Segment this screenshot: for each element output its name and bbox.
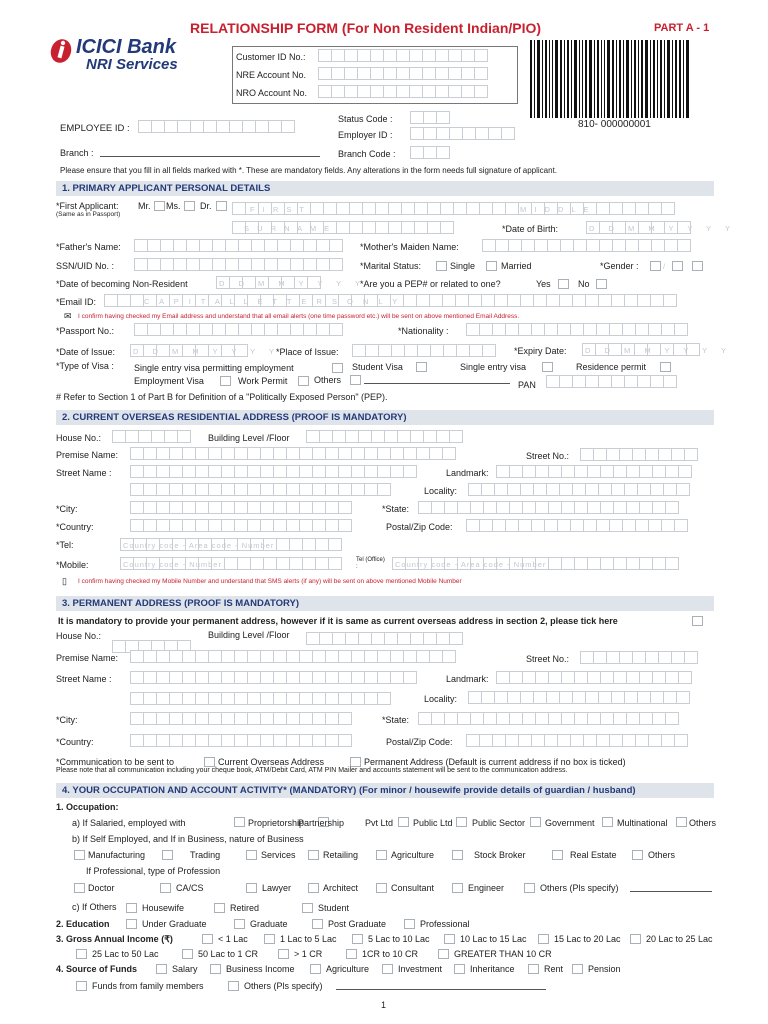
same-as-passport-note: (Same as in Passport)	[56, 211, 121, 218]
first-applicant-label: *First Applicant:	[56, 201, 119, 211]
s3-same-address-checkbox[interactable]	[692, 616, 703, 626]
inc-20to25-checkbox[interactable]	[630, 934, 641, 944]
inc-25to50-checkbox[interactable]	[76, 949, 87, 959]
s2-building-field[interactable]	[306, 430, 462, 443]
biz-trading-label: Trading	[190, 850, 221, 860]
s2-street-name-field-2[interactable]	[130, 483, 390, 496]
fund-pension-label: Pension	[588, 964, 621, 974]
inc-15to20-checkbox[interactable]	[538, 934, 549, 944]
biz-agriculture-label: Agriculture	[391, 850, 435, 860]
pep-no-label: No	[578, 279, 590, 289]
s2-country-label: *Country:	[56, 522, 94, 532]
s2-city-field[interactable]	[130, 501, 351, 514]
biz-realestate-label: Real Estate	[570, 850, 617, 860]
prof-cacs-checkbox[interactable]	[160, 883, 171, 893]
other-retired-checkbox[interactable]	[214, 903, 225, 913]
mobile-confirm-note: I confirm having checked my Mobile Number and understand that SMS alerts (if any) will be sent on above mentioned Mobile Number	[78, 578, 462, 585]
s2-landmark-field[interactable]	[496, 465, 691, 478]
biz-realestate-checkbox[interactable]	[552, 850, 563, 860]
marital-single-label: Single	[450, 261, 476, 271]
s2-locality-label: Locality:	[424, 486, 458, 496]
email-label: *Email ID:	[56, 297, 97, 307]
prof-architect-checkbox[interactable]	[308, 883, 319, 893]
inc-gt1cr-checkbox[interactable]	[278, 949, 289, 959]
title-dr-label: Dr.	[200, 201, 212, 211]
inc-1to10cr-label: 1CR to 10 CR	[362, 949, 419, 959]
expiry-hint: D D M M Y Y Y Y	[585, 346, 732, 355]
visa-residence-checkbox[interactable]	[660, 362, 671, 372]
marital-single-checkbox[interactable]	[436, 261, 447, 271]
visa-others-label: Others	[314, 375, 342, 385]
branch-code-field[interactable]	[410, 146, 449, 159]
s3-landmark-label: Landmark:	[446, 674, 489, 684]
s3-comm-note: Please note that all communication including your cheque book, ATM/Debit Card, ATM PIN Mailer and accounts statement will be sent to the communication address.	[56, 767, 568, 774]
section-3-header	[56, 596, 714, 611]
fund-inheritance-checkbox[interactable]	[454, 964, 465, 974]
inc-15to20-label: 15 Lac to 20 Lac	[554, 934, 621, 944]
pep-no-checkbox[interactable]	[596, 279, 607, 289]
s2-tel-office-label: Tel (Office) :	[356, 557, 385, 570]
s2-postal-label: Postal/Zip Code:	[386, 522, 453, 532]
s3-comm-permanent-checkbox[interactable]	[350, 757, 361, 767]
s2-premise-label: Premise Name:	[56, 450, 119, 460]
edu-undergrad-label: Under Graduate	[142, 919, 207, 929]
s3-city-field[interactable]	[130, 712, 351, 725]
fund-others-field[interactable]	[336, 989, 546, 990]
marital-status-label: *Marital Status:	[360, 261, 422, 271]
prof-lawyer-label: Lawyer	[262, 883, 292, 893]
visa-type-label: *Type of Visa :	[56, 361, 114, 371]
s3-house-label: House No.:	[56, 631, 102, 641]
visa-residence-label: Residence permit	[576, 362, 647, 372]
s2-mobile-hint: Country code - Number	[123, 560, 222, 569]
sal-government-checkbox[interactable]	[602, 817, 613, 827]
part-label: PART A - 1	[654, 22, 710, 34]
s3-building-field[interactable]	[306, 632, 462, 645]
s2-premise-field[interactable]	[130, 447, 455, 460]
date-non-resident-label: *Date of becoming Non-Resident	[56, 279, 188, 289]
s2-tel-hint: Country code - Area code - Number	[123, 541, 275, 550]
expiry-label: *Expiry Date:	[514, 346, 567, 356]
email-confirm-note: I confirm having checked my Email address and understand that all email alerts (one time password etc.) will be sent on above mentioned Email Address.	[78, 313, 520, 320]
inc-gt10cr-label: GREATER THAN 10 CR	[454, 949, 552, 959]
edu-postgrad-label: Post Graduate	[328, 919, 387, 929]
s2-house-label: House No.:	[56, 433, 102, 443]
biz-agriculture-checkbox[interactable]	[376, 850, 387, 860]
s3-locality-label: Locality:	[424, 694, 458, 704]
sal-pvtltd-checkbox[interactable]	[398, 817, 409, 827]
biz-others-label: Others	[648, 850, 676, 860]
ssn-field[interactable]	[134, 258, 342, 271]
fund-salary-checkbox[interactable]	[156, 964, 167, 974]
s2-postal-field[interactable]	[466, 519, 687, 532]
prof-architect-label: Architect	[323, 883, 359, 893]
s2-tel-label: *Tel:	[56, 540, 74, 550]
prof-others-label: Others (Pls specify)	[540, 883, 619, 893]
fund-rent-label: Rent	[544, 964, 564, 974]
income-label: 3. Gross Annual Income (₹)	[56, 934, 173, 944]
s3-landmark-field[interactable]	[496, 671, 691, 684]
visa-student-checkbox[interactable]	[416, 362, 427, 372]
fund-salary-label: Salary	[172, 964, 198, 974]
title-mr-label: Mr.	[138, 201, 151, 211]
sal-government-label: Government	[545, 818, 595, 828]
s2-building-label: Building Level /Floor	[208, 433, 290, 443]
prof-engineer-checkbox[interactable]	[452, 883, 463, 893]
s3-locality-field[interactable]	[468, 691, 689, 704]
sal-partnership-label: Partnership	[298, 818, 345, 828]
gender-m-checkbox[interactable]	[650, 261, 661, 271]
father-name-label: *Father's Name:	[56, 242, 121, 252]
fund-rent-checkbox[interactable]	[528, 964, 539, 974]
nationality-label: *Nationality :	[398, 326, 449, 336]
s3-country-field[interactable]	[130, 734, 351, 747]
s3-state-field[interactable]	[418, 712, 678, 725]
s2-landmark-label: Landmark:	[446, 468, 489, 478]
s2-state-field[interactable]	[418, 501, 678, 514]
s3-building-label: Building Level /Floor	[208, 630, 290, 640]
fund-investment-checkbox[interactable]	[382, 964, 393, 974]
nre-account-field[interactable]	[318, 67, 487, 80]
sal-publicltd-checkbox[interactable]	[456, 817, 467, 827]
biz-manufacturing-checkbox[interactable]	[74, 850, 85, 860]
form-title: RELATIONSHIP FORM (For Non Resident Indian/PIO)	[190, 20, 542, 36]
gender-f-checkbox[interactable]	[672, 261, 683, 271]
sal-multinational-checkbox[interactable]	[676, 817, 687, 827]
marital-married-checkbox[interactable]	[486, 261, 497, 271]
visa-work-checkbox[interactable]	[298, 376, 309, 386]
edu-postgrad-checkbox[interactable]	[312, 919, 323, 929]
edu-graduate-checkbox[interactable]	[234, 919, 245, 929]
envelope-icon: ✉	[64, 311, 72, 321]
sal-multinational-label: Multinational	[617, 818, 668, 828]
visa-single-permit-label: Single entry visa permitting employment	[134, 363, 294, 373]
page-number: 1	[381, 1000, 387, 1010]
s3-state-label: *State:	[382, 715, 410, 725]
surname-hint: S U R N A M E	[244, 224, 333, 233]
dob-hint: D D M M Y Y Y Y	[589, 224, 736, 233]
self-employed-label: b) If Self Employed, and If in Business, nature of Business	[72, 834, 304, 844]
s2-street-no-label: Street No.:	[526, 451, 570, 461]
nationality-field[interactable]	[466, 323, 687, 336]
prof-cacs-label: CA/CS	[176, 883, 204, 893]
professional-label: If Professional, type of Profession	[86, 866, 221, 876]
s3-street-no-label: Street No.:	[526, 654, 570, 664]
other-housewife-checkbox[interactable]	[126, 903, 137, 913]
gender-separator: /	[663, 262, 666, 271]
visa-employment-checkbox[interactable]	[220, 376, 231, 386]
sal-publicltd-label: Public Ltd	[413, 818, 453, 828]
prof-consultant-checkbox[interactable]	[376, 883, 387, 893]
fund-agriculture-label: Agriculture	[326, 964, 370, 974]
fund-inheritance-label: Inheritance	[470, 964, 515, 974]
inc-25to50-label: 25 Lac to 50 Lac	[92, 949, 159, 959]
inc-50to1cr-label: 50 Lac to 1 CR	[198, 949, 259, 959]
s3-street-no-field[interactable]	[580, 651, 697, 664]
prof-lawyer-checkbox[interactable]	[246, 883, 257, 893]
marital-married-label: Married	[501, 261, 532, 271]
fund-business-label: Business Income	[226, 964, 295, 974]
other-student-label: Student	[318, 903, 350, 913]
visa-employment-label: Employment Visa	[134, 376, 204, 386]
mandatory-notice: Please ensure that you fill in all fields marked with *. These are mandatory fields. Any alterations in the form needs full signature of applicant.	[60, 166, 558, 175]
sal-others-label: Others	[689, 818, 717, 828]
fund-family-label: Funds from family members	[92, 981, 204, 991]
mobile-phone-icon: ▯	[62, 576, 67, 586]
brand-main: ICICI Bank	[76, 36, 177, 58]
status-code-label: Status Code :	[338, 114, 393, 124]
pan-field[interactable]	[546, 375, 676, 388]
prof-doctor-label: Doctor	[88, 883, 115, 893]
s3-street-name-field[interactable]	[130, 671, 416, 684]
edu-undergrad-checkbox[interactable]	[126, 919, 137, 929]
edu-graduate-label: Graduate	[250, 919, 288, 929]
fund-agriculture-checkbox[interactable]	[310, 964, 321, 974]
s3-postal-label: Postal/Zip Code:	[386, 737, 453, 747]
s2-country-field[interactable]	[130, 519, 351, 532]
inc-50to1cr-checkbox[interactable]	[182, 949, 193, 959]
place-issue-field[interactable]	[352, 344, 495, 357]
visa-others-field[interactable]	[364, 383, 510, 384]
s3-street-name-label: Street Name :	[56, 674, 112, 684]
brand-sub: NRI Services	[86, 56, 178, 73]
sal-publicsector-checkbox[interactable]	[530, 817, 541, 827]
s2-mobile-label: *Mobile:	[56, 560, 89, 570]
employee-id-field[interactable]	[138, 120, 294, 133]
status-code-field[interactable]	[410, 111, 449, 124]
visa-work-label: Work Permit	[238, 376, 288, 386]
prof-doctor-checkbox[interactable]	[74, 883, 85, 893]
if-others-label: c) If Others	[72, 902, 117, 912]
employer-id-label: Employer ID :	[338, 130, 393, 140]
inc-gt1cr-label: > 1 CR	[294, 949, 323, 959]
s3-premise-field[interactable]	[130, 650, 455, 663]
place-issue-label: *Place of Issue:	[276, 347, 339, 357]
fund-pension-checkbox[interactable]	[572, 964, 583, 974]
title-ms-checkbox[interactable]	[184, 201, 195, 211]
other-retired-label: Retired	[230, 903, 260, 913]
sal-pvtltd-label: Pvt Ltd	[365, 818, 394, 828]
s2-street-name-field[interactable]	[130, 465, 416, 478]
s2-tel-office-hint: Country code - Area code - Number	[395, 560, 547, 569]
s2-city-label: *City:	[56, 504, 78, 514]
title-mr-checkbox[interactable]	[154, 201, 165, 211]
s3-comm-current-label: Current Overseas Address	[218, 757, 325, 767]
pep-yes-checkbox[interactable]	[558, 279, 569, 289]
s3-comm-permanent-label: Permanent Address (Default is current address if no box is ticked)	[364, 757, 626, 767]
inc-10to15-checkbox[interactable]	[444, 934, 455, 944]
s3-comm-current-checkbox[interactable]	[204, 757, 215, 767]
inc-gt10cr-checkbox[interactable]	[438, 949, 449, 959]
mother-name-field[interactable]	[482, 239, 690, 252]
sal-publicsector-label: Public Sector	[472, 818, 526, 828]
section-2-header	[56, 410, 714, 425]
nro-account-label: NRO Account No.	[236, 88, 308, 98]
customer-id-field[interactable]	[318, 49, 487, 62]
other-housewife-label: Housewife	[142, 903, 185, 913]
icici-logo-icon	[48, 36, 74, 64]
section-4-title: 4. YOUR OCCUPATION AND ACCOUNT ACTIVITY* (MANDATORY) (For minor / housewife provide details of guardian / husband)	[62, 785, 636, 796]
date-non-resident-hint: D D M M Y Y Y Y	[219, 279, 366, 288]
section-3-title: 3. PERMANENT ADDRESS (PROOF IS MANDATORY)	[62, 598, 299, 609]
sal-proprietorship-checkbox[interactable]	[234, 817, 245, 827]
s2-state-label: *State:	[382, 504, 410, 514]
gender-t-checkbox[interactable]	[692, 261, 703, 271]
inc-10to15-label: 10 Lac to 15 Lac	[460, 934, 527, 944]
pep-yes-label: Yes	[536, 279, 551, 289]
mother-name-label: *Mother's Maiden Name:	[360, 242, 459, 252]
middle-name-hint: M I D D L E	[520, 205, 592, 214]
title-dr-checkbox[interactable]	[216, 201, 227, 211]
biz-stockbroker-label: Stock Broker	[474, 850, 526, 860]
edu-professional-checkbox[interactable]	[404, 919, 415, 929]
s2-street-no-field[interactable]	[580, 448, 697, 461]
section-2-title: 2. CURRENT OVERSEAS RESIDENTIAL ADDRESS (PROOF IS MANDATORY)	[62, 412, 407, 423]
nre-account-label: NRE Account No.	[236, 70, 307, 80]
inc-1to5-label: 1 Lac to 5 Lac	[280, 934, 337, 944]
s3-mandatory-note: It is mandatory to provide your permanent address, however if it is same as current overseas address in section 2, please tick here	[58, 616, 618, 626]
first-name-hint: F I R S T	[250, 205, 307, 214]
customer-id-label: Customer ID No.:	[236, 52, 306, 62]
section-1-header	[56, 181, 714, 196]
visa-single-permit-checkbox[interactable]	[332, 363, 343, 373]
fund-family-checkbox[interactable]	[76, 981, 87, 991]
branch-label: Branch :	[60, 148, 94, 158]
nro-account-field[interactable]	[318, 85, 487, 98]
section-4-header	[56, 783, 714, 798]
visa-others-checkbox[interactable]	[350, 375, 361, 385]
s3-postal-field[interactable]	[466, 734, 687, 747]
s3-premise-label: Premise Name:	[56, 653, 119, 663]
barcode-icon	[530, 40, 715, 118]
inc-1to10cr-checkbox[interactable]	[346, 949, 357, 959]
date-issue-hint: D D M M Y Y Y Y	[133, 347, 280, 356]
father-name-field[interactable]	[134, 239, 342, 252]
branch-field[interactable]	[100, 156, 320, 157]
s2-house-field[interactable]	[112, 430, 190, 443]
edu-professional-label: Professional	[420, 919, 470, 929]
inc-lt1-checkbox[interactable]	[202, 934, 213, 944]
biz-manufacturing-label: Manufacturing	[88, 850, 146, 860]
biz-stockbroker-checkbox[interactable]	[452, 850, 463, 860]
funds-label: 4. Source of Funds	[56, 964, 138, 974]
employee-id-label: EMPLOYEE ID :	[60, 123, 130, 134]
pep-question-label: *Are you a PEP# or related to one?	[360, 279, 501, 289]
visa-single-checkbox[interactable]	[542, 362, 553, 372]
employer-id-field[interactable]	[410, 127, 514, 140]
occupation-label: 1. Occupation:	[56, 802, 119, 812]
biz-retailing-checkbox[interactable]	[308, 850, 319, 860]
visa-student-label: Student Visa	[352, 362, 403, 372]
inc-5to10-checkbox[interactable]	[352, 934, 363, 944]
biz-trading-checkbox[interactable]	[162, 850, 173, 860]
ssn-label: SSN/UID No. :	[56, 261, 115, 271]
section-1-title: 1. PRIMARY APPLICANT PERSONAL DETAILS	[62, 183, 271, 194]
s2-locality-field[interactable]	[468, 483, 689, 496]
gender-label: *Gender :	[600, 261, 639, 271]
barcode-number: 810- 000000001	[578, 119, 651, 130]
email-hint: C A P I T A L L E T T E R S O N L Y	[144, 297, 402, 306]
prof-others-field[interactable]	[630, 891, 712, 892]
biz-retailing-label: Retailing	[323, 850, 359, 860]
sal-proprietorship-label: Proprietorship	[248, 818, 305, 828]
s3-comm-label: *Communication to be sent to	[56, 757, 175, 767]
other-student-checkbox[interactable]	[302, 903, 313, 913]
fund-others-label: Others (Pls specify)	[244, 981, 323, 991]
s2-street-name-label: Street Name :	[56, 468, 112, 478]
date-issue-label: *Date of Issue:	[56, 347, 116, 357]
fund-business-checkbox[interactable]	[210, 964, 221, 974]
prof-consultant-label: Consultant	[391, 883, 435, 893]
pan-label: PAN	[518, 380, 536, 390]
pep-definition-note: # Refer to Section 1 of Part B for Definition of a "Politically Exposed Person" (PEP).	[56, 392, 388, 402]
fund-investment-label: Investment	[398, 964, 443, 974]
prof-others-checkbox[interactable]	[524, 883, 535, 893]
prof-engineer-label: Engineer	[468, 883, 505, 893]
dob-label: *Date of Birth:	[502, 224, 559, 234]
passport-label: *Passport No.:	[56, 326, 115, 336]
inc-20to25-label: 20 Lac to 25 Lac	[646, 934, 713, 944]
title-ms-label: Ms.	[166, 201, 181, 211]
inc-5to10-label: 5 Lac to 10 Lac	[368, 934, 430, 944]
biz-others-checkbox[interactable]	[632, 850, 643, 860]
inc-1to5-checkbox[interactable]	[264, 934, 275, 944]
biz-services-label: Services	[261, 850, 296, 860]
biz-services-checkbox[interactable]	[246, 850, 257, 860]
salaried-label: a) If Salaried, employed with	[72, 818, 186, 828]
s3-country-label: *Country:	[56, 737, 94, 747]
education-label: 2. Education	[56, 919, 110, 929]
inc-lt1-label: < 1 Lac	[218, 934, 248, 944]
s3-street-name-field-2[interactable]	[130, 692, 390, 705]
passport-field[interactable]	[134, 323, 342, 336]
visa-single-label: Single entry visa	[460, 362, 527, 372]
s3-city-label: *City:	[56, 715, 78, 725]
fund-others-checkbox[interactable]	[228, 981, 239, 991]
branch-code-label: Branch Code :	[338, 149, 396, 159]
